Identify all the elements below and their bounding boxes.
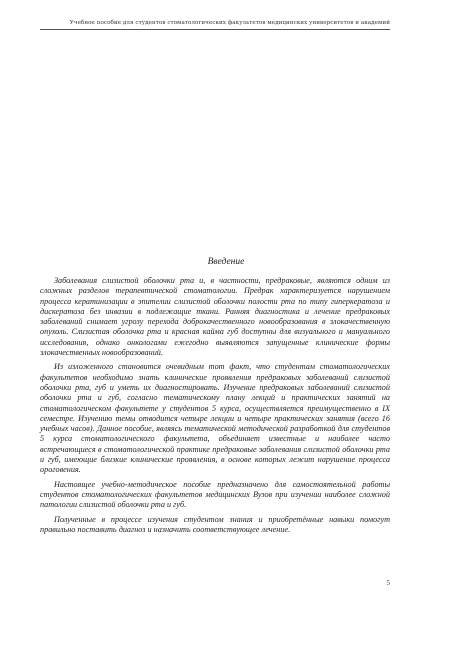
body-text xyxy=(40,276,390,539)
header-rule xyxy=(40,29,390,30)
paragraph-1: Заболевания слизистой оболочки рта и, в частности, предраковые, являются одним из сложных разделов терапевтической стоматологии. Предрак характеризуется нарушением процесса кератинизации в эпителии слизистой оболочки полости рта по типу гиперкератоза и дискератоза без инвазии в подлежащие ткани. Ранняя диагностика и лечение предраковых заболеваний снимает угрозу перехода доброкачественного новообразования в злокачественную опухоль. Слизистая оболочка рта и красная кайма губ доступны для визуального и мануального исследования, однако онкологами ежегодно выявляются запущенные клинические формы злокачественных новообразований. xyxy=(40,276,390,358)
paragraph-3: Настоящее учебно-методическое пособие предназначено для самостоятельной работы студентов стоматологических факультетов медицинских Вузов при изучении наиболее сложной патологии слизистой оболочки рта и губ. xyxy=(40,479,390,510)
running-header: Учебное пособие для студентов стоматологических факультетов медицинских университетов и академий xyxy=(69,20,390,26)
paragraph-2: Из изложенного становится очевидным тот факт, что студентам стоматологических факультетов необходимо знать клинические проявления предраковых заболеваний слизистой оболочки рта, губ и уметь их диагностировать. Изучение предраковых заболеваний слизистой оболочки рта и губ, согласно тематическому плану лекций и практических занятий на стоматологическом факультете у студентов 5 курса, осуществляется преимущественно в IX семестре. Изучению темы отводится четыре лекции и четыре практических занятия (всего 16 учебных часов). Данное пособие, являясь тематической методической разработкой для студентов 5 курса стоматологического факультета, объединяет известные и наиболее часто встречающиеся в стоматологической практике предраковые заболевания слизистой оболочки рта и губ, имеющие близкие клинические проявления, в основе которых лежит нарушение процесса ороговения. xyxy=(40,362,390,475)
page-title: Введение xyxy=(207,257,245,267)
page-number: 5 xyxy=(386,579,390,587)
paragraph-4: Полученные в процессе изучения студентом знания и приобретённые навыки помогут правильно поставить диагноз и назначить соответствующее лечение. xyxy=(40,514,390,534)
